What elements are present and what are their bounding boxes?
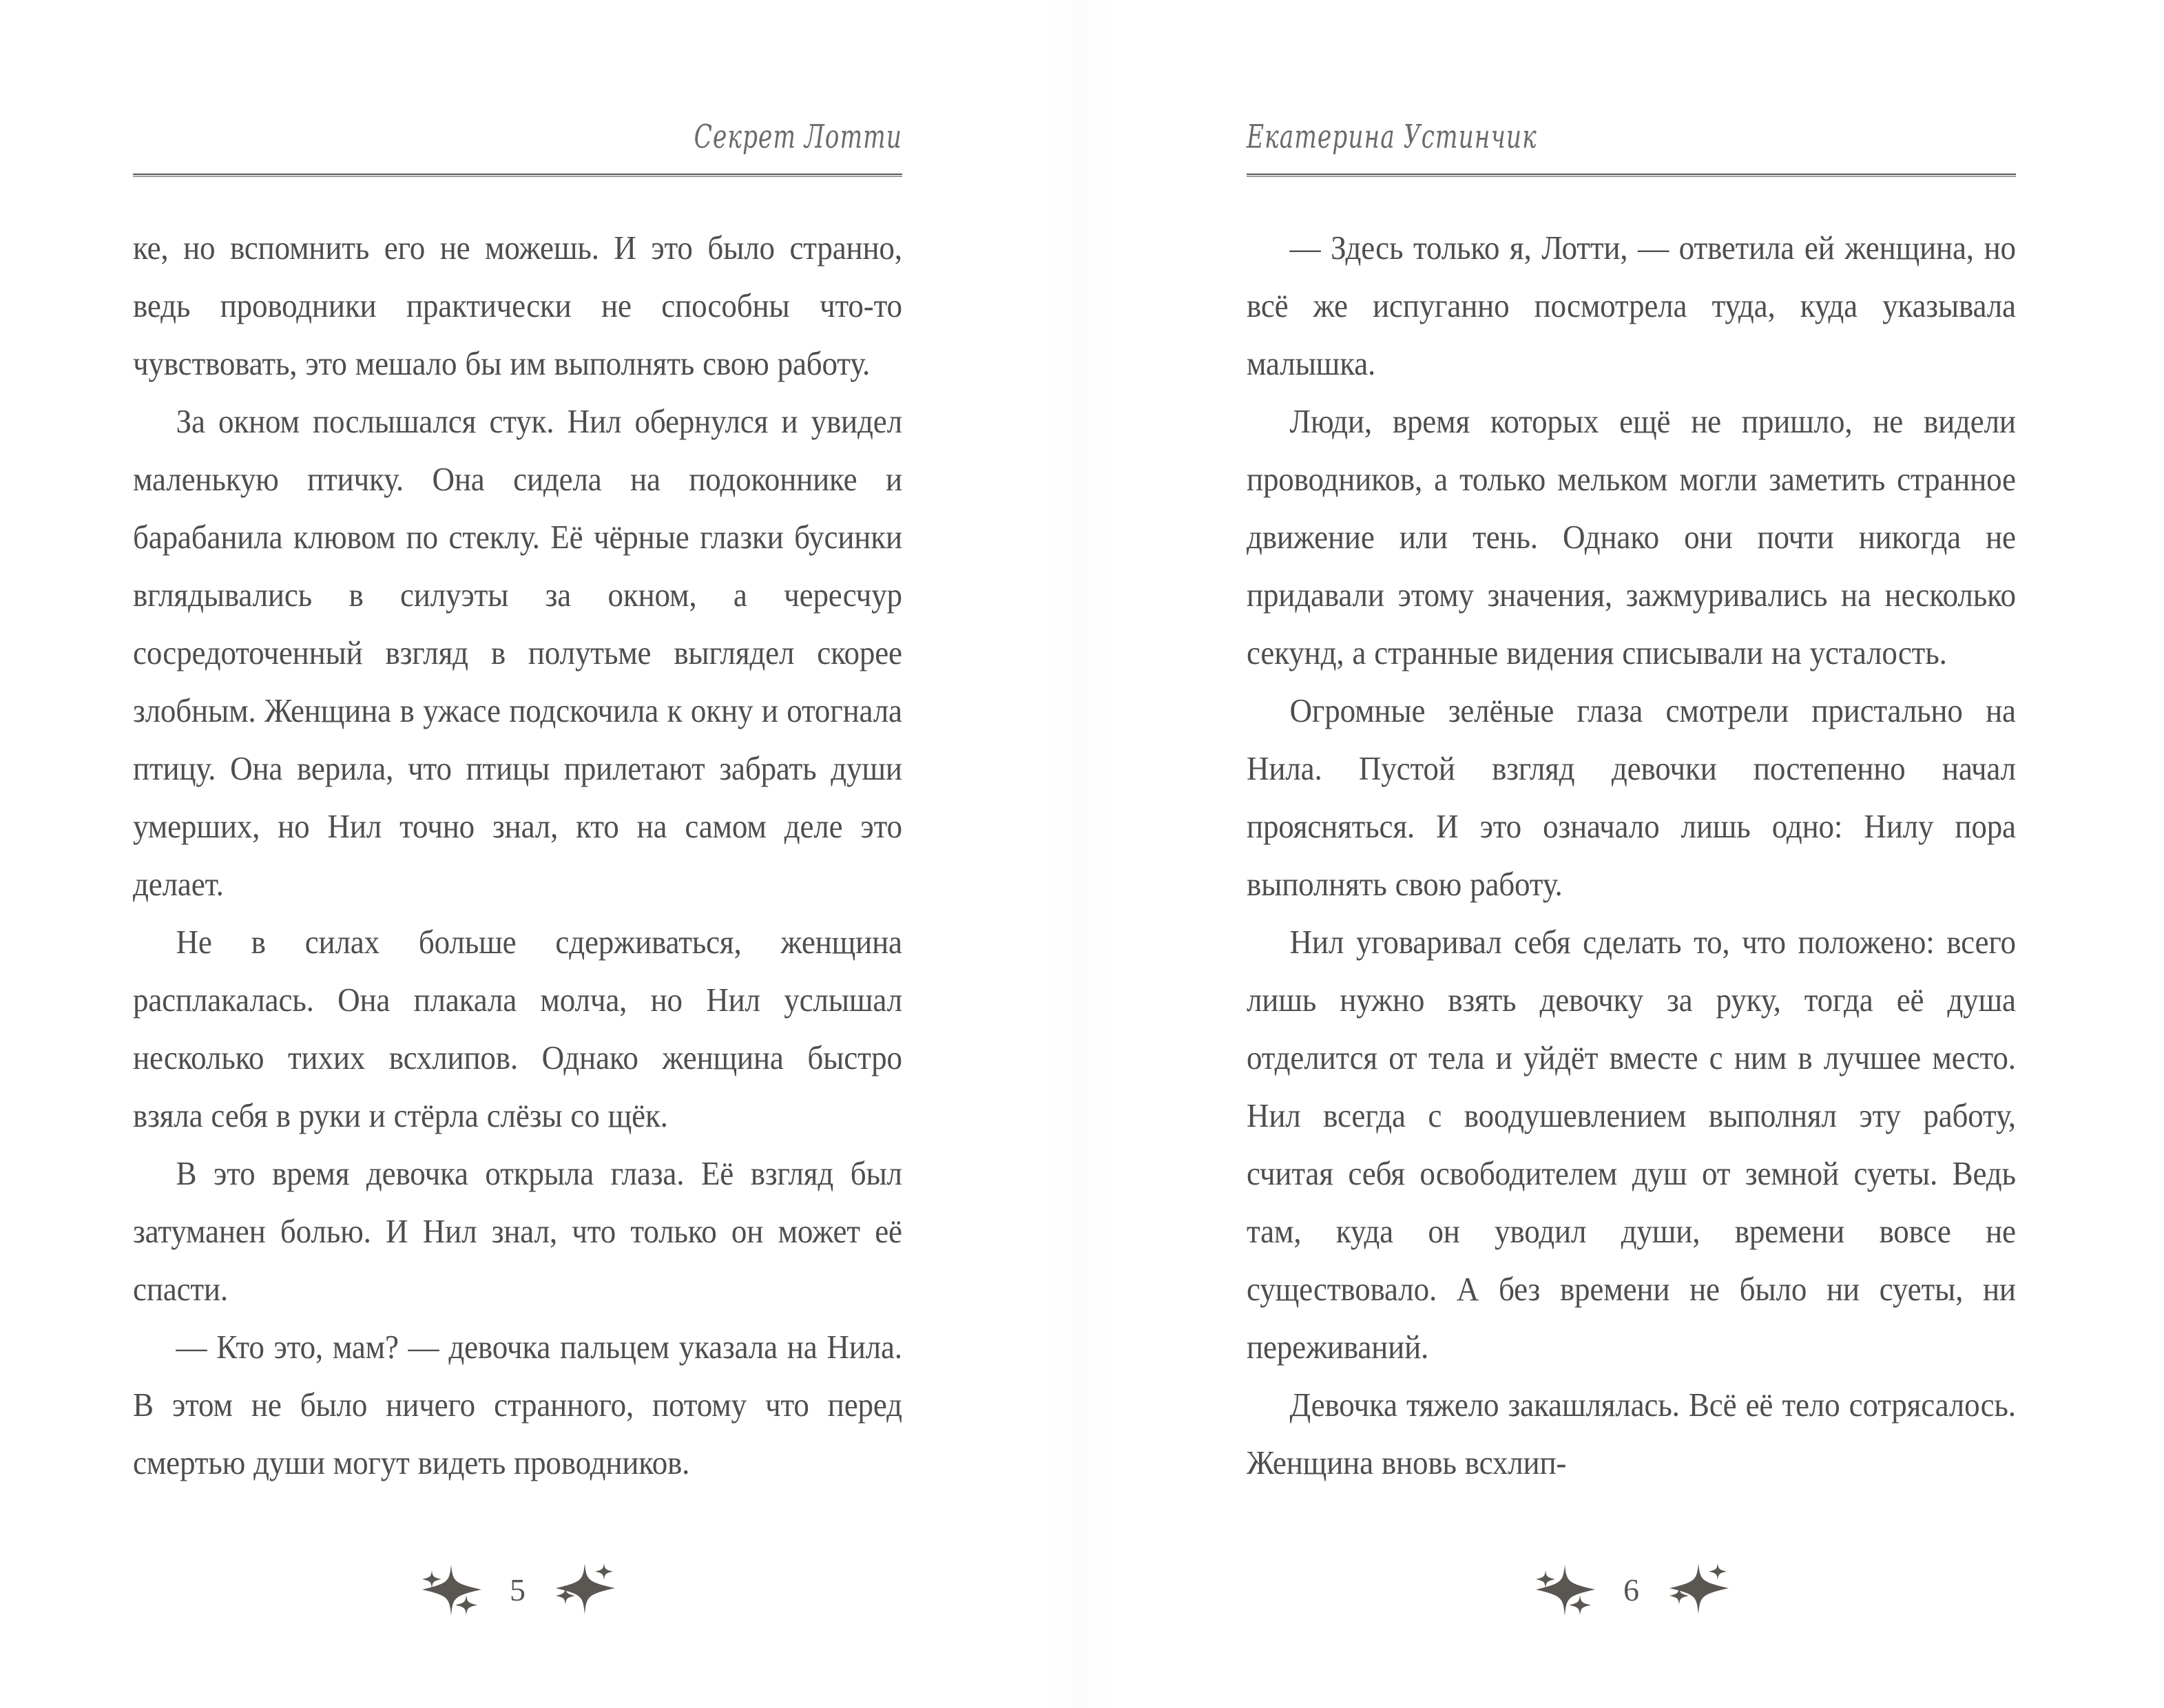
right-page bbox=[1082, 0, 2164, 1708]
paragraph: ке, но вспомнить его не можешь. И это было странно, ведь проводники практически не способны что-то чувствовать, это мешало бы им выполнять свою работу. bbox=[133, 229, 902, 382]
header-rule-right bbox=[1247, 174, 2016, 177]
right-page-header bbox=[1247, 118, 2016, 178]
sparkle-ornament-right bbox=[552, 1561, 618, 1620]
left-page-footer bbox=[133, 1559, 902, 1621]
page-number: 5 bbox=[510, 1572, 526, 1607]
paragraph: Девочка тяжело закашлялась. Всё её тело сотрясалось. Женщина вновь всхлип- bbox=[1247, 1386, 2016, 1481]
paragraph: Нил уговаривал себя сделать то, что положено: всего лишь нужно взять девочку за руку, тогда её душа отделится от тела и уйдёт вместе с ним в лучшее место. Нил всегда с воодушевлением выполнял эту работу, считая себя освободителем душ от земной суеты. Ведь там, куда он уводил души, времени вовсе не существовало. А без времени не было ни суеты, ни переживаний. bbox=[1247, 923, 2016, 1366]
paragraph: — Здесь только я, Лотти, — ответила ей женщина, но всё же испуганно посмотрела туда, куда указывала малышка. bbox=[1247, 229, 2016, 382]
paragraph: Огромные зелёные глаза смотрели пристально на Нила. Пустой взгляд девочки постепенно начал проясняться. И это означало лишь одно: Нилу пора выполнять свою работу. bbox=[1247, 691, 2016, 903]
header-rule-left bbox=[133, 174, 902, 177]
paragraph: В это время девочка открыла глаза. Её взгляд был затуманен болью. И Нил знал, что только он может её спасти. bbox=[133, 1154, 902, 1308]
sparkle-ornament-right bbox=[1665, 1561, 1731, 1620]
paragraph: — Кто это, мам? — девочка пальцем указала на Нила. В этом не было ничего странного, потому что перед смертью души могут видеть проводников. bbox=[133, 1328, 902, 1481]
paragraph: Люди, время которых ещё не пришло, не видели проводников, а только мельком могли заметить странное движение или тень. Однако они почти никогда не придавали этому значения, зажмуривались на несколько секунд, а странные видения списывали на усталость. bbox=[1247, 402, 2016, 671]
running-head-author: Екатерина Устинчик bbox=[1247, 118, 1537, 156]
paragraph: Не в силах больше сдерживаться, женщина расплакалась. Она плакала молча, но Нил услышал несколько тихих всхлипов. Однако женщина быстро взяла себя в руки и стёрла слёзы со щёк. bbox=[133, 923, 902, 1134]
paragraph: За окном послышался стук. Нил обернулся и увидел маленькую птичку. Она сидела на подоконнике и барабанила клювом по стеклу. Её чёрные глазки бусинки вглядывались в силуэты за окном, а чересчур сосредоточенный взгляд в полутьме выглядел скорее злобным. Женщина в ужасе подскочила к окну и отогнала птицу. Она верила, что птицы прилетают забрать души умерших, но Нил точно знал, кто на самом деле это делает. bbox=[133, 402, 902, 903]
page-number: 6 bbox=[1623, 1572, 1639, 1607]
left-page-header bbox=[133, 118, 902, 178]
sparkle-ornament-left bbox=[1532, 1561, 1598, 1620]
running-head-title: Секрет Лотти bbox=[694, 118, 902, 156]
right-page-body bbox=[1247, 219, 2016, 1492]
sparkle-ornament-left bbox=[418, 1561, 484, 1620]
right-page-footer bbox=[1247, 1559, 2016, 1621]
left-page-body bbox=[133, 219, 902, 1492]
